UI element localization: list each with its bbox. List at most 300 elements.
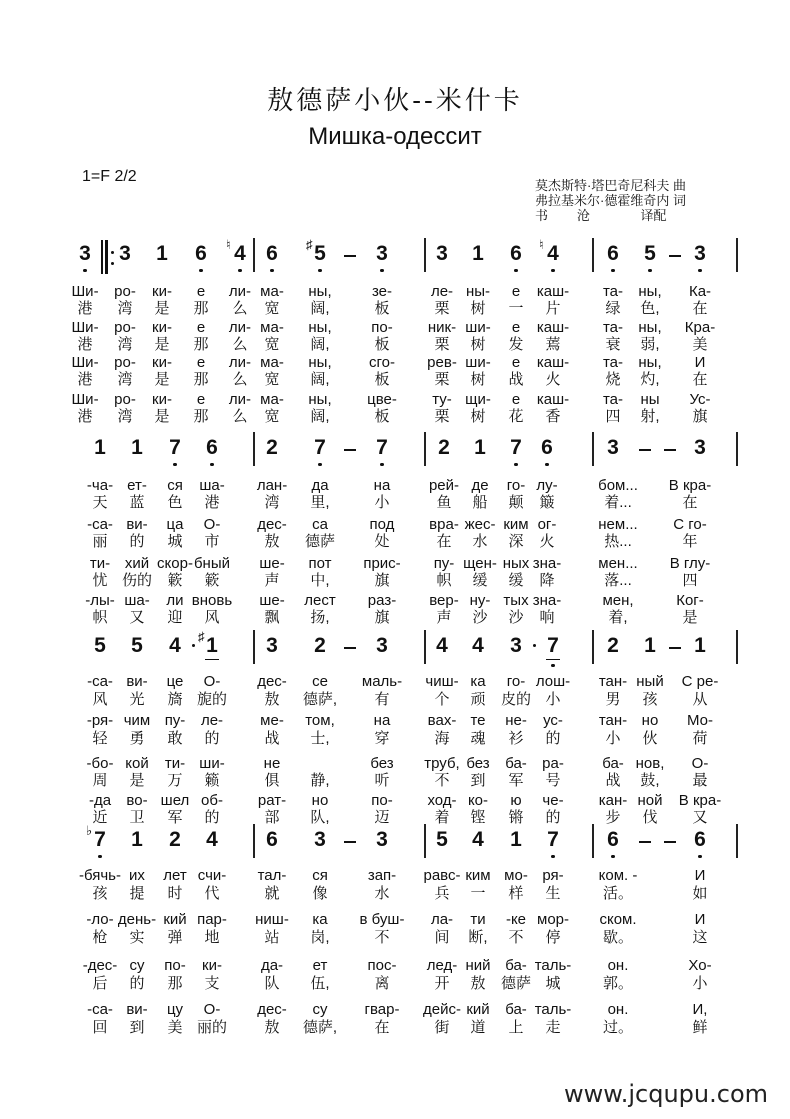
lyric-russian: мен, [602, 592, 634, 609]
lyric-chinese: 城 [545, 975, 561, 992]
barline [424, 238, 426, 272]
lyric-russian: но [311, 792, 329, 809]
lyric-russian: ус- [543, 712, 563, 729]
lyric-chinese: 就 [264, 885, 280, 902]
note-number: 2 [266, 436, 278, 459]
lyric-russian: не- [505, 712, 527, 729]
lyric-chinese: 簌 [204, 572, 220, 589]
lyric-russian: С ре- [681, 673, 719, 690]
lyric-russian: лан- [256, 477, 288, 494]
lyric-russian: че- [542, 792, 564, 809]
lyric-chinese: 港 [77, 300, 93, 317]
lyric-russian: ка [312, 911, 328, 928]
lyric-chinese: 样 [508, 885, 524, 902]
lyric-chinese: 湾 [117, 300, 133, 317]
lower-octave-dot [611, 269, 615, 273]
lyric-russian: та- [602, 283, 624, 300]
note [371, 634, 393, 658]
note-number: 6 [510, 242, 522, 265]
duration-dash [344, 841, 356, 843]
lyric-chinese: 港 [77, 408, 93, 425]
barline [736, 238, 738, 272]
lyric-russian: дейс- [423, 1001, 461, 1018]
duration-dash [664, 449, 676, 451]
lyric-chinese: 不 [508, 929, 524, 946]
lyric-chinese: 么 [232, 300, 248, 317]
note [74, 242, 96, 266]
lyric-russian: ки- [152, 283, 172, 300]
lyric-russian: са [312, 516, 328, 533]
lyric-chinese: 沙 [508, 609, 524, 626]
lower-octave-dot [514, 269, 518, 273]
note [431, 634, 453, 658]
note-number: 1 [510, 828, 522, 851]
lyric-chinese: 色, [640, 300, 660, 317]
lyric-russian: чим [123, 712, 151, 729]
lyric-russian: ю [510, 792, 522, 809]
lyric-chinese: 天 [92, 494, 108, 511]
note-number: 5 [644, 242, 656, 265]
lyric-russian: ла- [430, 911, 454, 928]
lyric-russian: ет- [127, 477, 147, 494]
note-number: 1 [644, 634, 656, 657]
note [505, 634, 527, 658]
lyric-chinese: 代 [204, 885, 220, 902]
lyric-russian: ма- [260, 283, 284, 300]
lyric-russian: Ког- [676, 592, 704, 609]
note [261, 436, 283, 460]
note-number: 3 [510, 634, 522, 657]
lyric-russian: кан- [598, 792, 628, 809]
lyric-chinese: 水 [374, 885, 390, 902]
lyric-chinese: 支 [204, 975, 220, 992]
lyric-chinese: 开 [434, 975, 450, 992]
lyric-chinese: 船 [472, 494, 488, 511]
lyric-russian: ше- [259, 592, 285, 609]
note-number: 6 [607, 242, 619, 265]
note-number: 2 [438, 436, 450, 459]
lyric-chinese: 最 [692, 772, 708, 789]
lyric-russian: е [196, 391, 206, 408]
lyric-russian: ны [640, 391, 660, 408]
lyric-chinese: 到 [470, 772, 486, 789]
lyric-russian: нем... [598, 516, 638, 533]
lyric-chinese: 湾 [117, 336, 133, 353]
lyric-chinese: 小 [374, 494, 390, 511]
note [639, 242, 661, 266]
note [689, 242, 711, 266]
lower-octave-dot [551, 269, 555, 273]
lyric-russian: го- [506, 477, 526, 494]
lyric-russian: ком. - [598, 867, 638, 884]
lyric-russian: дес- [257, 673, 287, 690]
lyric-chinese: 阔, [310, 371, 330, 388]
lyric-chinese: 活。 [602, 885, 633, 902]
lyric-chinese: 不 [374, 929, 390, 946]
lyric-russian: ны, [638, 354, 662, 371]
note-number: 3 [376, 634, 388, 657]
lyric-russian: ог- [537, 516, 557, 533]
lyric-russian: бный [193, 555, 231, 572]
lyric-russian: ны- [465, 283, 491, 300]
lyric-russian: О- [203, 673, 221, 690]
lyric-russian: С го- [673, 516, 707, 533]
note-number: 2 [607, 634, 619, 657]
note-number: 4 [234, 242, 246, 265]
lyric-chinese: 郭。 [602, 975, 633, 992]
lyric-chinese: 的 [545, 730, 561, 747]
lyric-russian: ка [470, 673, 486, 690]
note [689, 634, 711, 658]
lyric-russian: ша- [124, 592, 150, 609]
lyric-russian: е [196, 319, 206, 336]
barline [424, 824, 426, 858]
note-number: 5 [314, 242, 326, 265]
lyric-russian: -са- [87, 1001, 113, 1018]
lower-octave-dot [199, 269, 203, 273]
lyric-chinese: 海 [434, 730, 450, 747]
note-number: 6 [195, 242, 207, 265]
lower-octave-dot [698, 269, 702, 273]
lyric-chinese: 板 [374, 371, 390, 388]
lyric-chinese: 是 [154, 336, 170, 353]
lyric-chinese: 迈 [374, 809, 390, 826]
lyric-chinese: 间 [434, 929, 450, 946]
augmentation-dot [533, 644, 536, 647]
lyric-russian: -са- [87, 516, 113, 533]
lyric-russian: каш- [536, 283, 570, 300]
lyric-russian: на [373, 712, 391, 729]
lyric-russian: ма- [260, 391, 284, 408]
lower-octave-dot [698, 855, 702, 859]
lyric-russian: ца [166, 516, 184, 533]
note [126, 634, 148, 658]
lyric-russian: по- [371, 792, 393, 809]
lower-octave-dot [173, 463, 177, 467]
lyric-russian: Хо- [688, 957, 712, 974]
lyric-russian: О- [691, 755, 709, 772]
lower-octave-dot [551, 855, 555, 859]
lyric-chinese: 阔, [310, 300, 330, 317]
lyric-russian: ша- [199, 477, 225, 494]
barline [424, 432, 426, 466]
lyric-russian: щен- [463, 555, 497, 572]
lyric-chinese: 鼓, [640, 772, 660, 789]
lyric-chinese: 岗, [310, 929, 330, 946]
lower-octave-dot [380, 269, 384, 273]
lyric-chinese: 那 [193, 371, 209, 388]
lyric-chinese: 伙 [642, 730, 658, 747]
note [114, 242, 136, 266]
note [164, 634, 186, 658]
lyric-chinese: 色 [167, 494, 183, 511]
note [639, 634, 661, 658]
lyric-russian: ти- [89, 555, 111, 572]
lyric-chinese: 又 [129, 609, 145, 626]
lyric-chinese: 小 [545, 691, 561, 708]
lower-octave-dot [98, 855, 102, 859]
lyric-russian: ник- [427, 319, 457, 336]
lyric-chinese: 孩 [642, 691, 658, 708]
lyric-chinese: 在 [374, 1019, 390, 1036]
lyric-chinese: 这 [692, 929, 708, 946]
lyric-russian: ны, [638, 283, 662, 300]
note [505, 242, 527, 266]
lyric-russian: рат- [257, 792, 287, 809]
lyric-chinese: 回 [92, 1019, 108, 1036]
lyric-chinese: 是 [154, 371, 170, 388]
lyric-russian: е [511, 391, 521, 408]
lyric-russian: ход- [427, 792, 457, 809]
lyric-chinese: 过。 [602, 1019, 633, 1036]
note-number: 4 [436, 634, 448, 657]
lyric-chinese: 栗 [434, 336, 450, 353]
lyric-chinese: 宽 [264, 408, 280, 425]
note-number: 7 [94, 828, 106, 851]
note [89, 634, 111, 658]
lyric-russian: таль- [534, 1001, 572, 1018]
lyric-chinese: 又 [692, 809, 708, 826]
note [371, 828, 393, 852]
lyric-russian: цве- [367, 391, 397, 408]
lyric-russian: чиш- [425, 673, 459, 690]
lyric-russian: Ши- [71, 391, 99, 408]
lyric-russian: мор- [537, 911, 569, 928]
note-number: 3 [314, 828, 326, 851]
lyric-chinese: 道 [470, 1019, 486, 1036]
lyric-chinese: 蓝 [129, 494, 145, 511]
lyric-russian: да- [260, 957, 284, 974]
lyric-russian: те [470, 712, 486, 729]
lyric-chinese: 香 [545, 408, 561, 425]
note [431, 828, 453, 852]
lyric-chinese: 一 [470, 885, 486, 902]
lyric-chinese: 战 [508, 371, 524, 388]
lyric-chinese: 烧 [605, 371, 621, 388]
note [164, 828, 186, 852]
lyric-russian: кой [125, 755, 149, 772]
lyric-chinese: 小 [605, 730, 621, 747]
note [467, 634, 489, 658]
lyric-russian: маль- [361, 673, 403, 690]
lower-octave-dot [551, 664, 555, 668]
lyric-chinese: 发 [508, 336, 524, 353]
lyric-russian: зе- [371, 283, 393, 300]
barline [253, 630, 255, 664]
lyric-russian: -ло- [86, 911, 114, 928]
barline [592, 630, 594, 664]
lyric-russian: пу- [164, 712, 186, 729]
lyric-russian: день- [117, 911, 157, 928]
lyric-chinese: 中, [310, 572, 330, 589]
lyric-russian: ким [465, 867, 491, 884]
note [536, 436, 558, 460]
lyric-chinese: 着... [604, 494, 632, 511]
lyric-chinese: 敖 [264, 1019, 280, 1036]
augmentation-dot [192, 644, 195, 647]
lyric-russian: И [694, 354, 706, 371]
lyric-russian: пос- [367, 957, 397, 974]
lyric-russian: ле- [200, 712, 224, 729]
lyric-russian: Мо- [686, 712, 713, 729]
lyric-russian: дес- [257, 516, 287, 533]
note-number: 3 [266, 634, 278, 657]
lyric-russian: без [466, 755, 490, 772]
lyric-chinese: 簸 [539, 494, 555, 511]
composer-credit: 莫杰斯特·塔巴奇尼科夫 曲 [535, 178, 686, 193]
natural-icon: ♮ [226, 237, 231, 252]
lyric-chinese: 着 [434, 809, 450, 826]
flat-icon: ♭ [86, 823, 93, 838]
note [542, 828, 564, 852]
lower-octave-dot [611, 855, 615, 859]
lyric-russian: ных [502, 555, 530, 572]
lyric-russian: е [511, 283, 521, 300]
lyric-chinese: 港 [204, 494, 220, 511]
lyric-russian: го- [506, 673, 526, 690]
lyric-russian: ви- [126, 673, 148, 690]
lyric-russian: та- [602, 354, 624, 371]
lyric-chinese: 是 [682, 609, 698, 626]
lyric-chinese: 敖 [264, 533, 280, 550]
lyric-russian: пар- [197, 911, 227, 928]
lyric-russian: ный [636, 673, 664, 690]
lyric-russian: каш- [536, 319, 570, 336]
lyric-russian: Ши- [71, 283, 99, 300]
note-number: 7 [547, 828, 559, 851]
lyric-chinese: 从 [692, 691, 708, 708]
lyric-russian: рев- [427, 354, 457, 371]
watermark: www.jcqupu.com [564, 1080, 768, 1108]
note-number: 1 [156, 242, 168, 265]
lyric-chinese: 到 [129, 1019, 145, 1036]
lyric-chinese: 的 [204, 730, 220, 747]
lyric-chinese: 湾 [117, 371, 133, 388]
duration-dash [344, 255, 356, 257]
barline [736, 824, 738, 858]
note-number: 5 [131, 634, 143, 657]
lyric-chinese: 么 [232, 408, 248, 425]
lyric-russian: мен... [598, 555, 638, 572]
lyric-russian: Ши- [71, 319, 99, 336]
barline [253, 824, 255, 858]
lyric-russian: кий [163, 911, 187, 928]
note [602, 828, 624, 852]
note-number: 1 [474, 436, 486, 459]
lyric-chinese: 城 [167, 533, 183, 550]
repeat-dot [111, 262, 114, 265]
lyric-russian: та- [602, 391, 624, 408]
lyric-chinese: 轻 [92, 730, 108, 747]
duration-dash [344, 647, 356, 649]
note-number: 6 [694, 828, 706, 851]
lyric-russian: ро- [114, 354, 136, 371]
lyric-russian: зап- [367, 867, 397, 884]
lyric-chinese: 穿 [374, 730, 390, 747]
lyric-chinese: 伤的 [121, 572, 152, 589]
lyric-chinese: 么 [232, 336, 248, 353]
note-number: 2 [169, 828, 181, 851]
lyric-chinese: 敖 [264, 691, 280, 708]
duration-dash [639, 449, 651, 451]
lyric-chinese: 四 [605, 408, 621, 425]
lyric-russian: под [369, 516, 395, 533]
lyric-russian: ки- [152, 319, 172, 336]
lyric-russian: ны, [308, 354, 332, 371]
lyric-russian: ниш- [255, 911, 289, 928]
lyric-russian: мо- [504, 867, 528, 884]
lyric-chinese: 落... [604, 572, 632, 589]
lyric-russian: де [471, 477, 489, 494]
lyric-chinese: 热... [604, 533, 632, 550]
lyric-russian: равс- [423, 867, 461, 884]
lower-octave-dot [545, 463, 549, 467]
lyric-russian: ме- [260, 712, 284, 729]
lyric-russian: ви- [126, 516, 148, 533]
lyric-chinese: 静, [310, 772, 330, 789]
lyric-chinese: 港 [77, 371, 93, 388]
note [309, 828, 331, 852]
note [371, 436, 393, 460]
lyric-russian: -бячь- [78, 867, 121, 884]
lyric-russian: ны, [308, 391, 332, 408]
barline [736, 630, 738, 664]
lyric-chinese: 皮的 [500, 691, 531, 708]
lyric-russian: ки- [152, 391, 172, 408]
barline [253, 238, 255, 272]
note-number: 7 [169, 436, 181, 459]
lyric-russian: И, [692, 1001, 708, 1018]
natural-icon: ♮ [539, 237, 544, 252]
lyric-chinese: 绿 [605, 300, 621, 317]
lyric-russian: е [196, 354, 206, 371]
lyric-russian: цу [166, 1001, 184, 1018]
note [309, 436, 331, 460]
lyric-russian: дес- [257, 1001, 287, 1018]
lyric-chinese: 士, [310, 730, 330, 747]
lyric-russian: е [511, 319, 521, 336]
lyric-russian: -лы- [85, 592, 115, 609]
lyric-russian: счи- [197, 867, 227, 884]
lyric-chinese: 声 [436, 609, 452, 626]
key-time-signature: 1=F 2/2 [82, 168, 137, 185]
lyric-chinese: 声 [264, 572, 280, 589]
lyric-russian: ся [167, 477, 183, 494]
lyric-russian: ро- [114, 391, 136, 408]
lyric-russian: щи- [465, 391, 491, 408]
note [89, 436, 111, 460]
lyric-chinese: 阔, [310, 336, 330, 353]
lyric-chinese: 旗 [692, 408, 708, 425]
note-number: 3 [607, 436, 619, 459]
lyric-russian: Ши- [71, 354, 99, 371]
barline [736, 432, 738, 466]
lyric-russian: ба- [602, 755, 624, 772]
note [126, 828, 148, 852]
note [86, 823, 111, 852]
lyric-chinese: 荷 [692, 730, 708, 747]
lyric-russian: Ус- [689, 391, 711, 408]
note-number: 4 [547, 242, 559, 265]
lyric-chinese: 是 [154, 300, 170, 317]
note [309, 634, 331, 658]
note-number: 3 [119, 242, 131, 265]
duration-dash [669, 255, 681, 257]
lyric-russian: тал- [257, 867, 287, 884]
lyric-chinese: 号 [545, 772, 561, 789]
lyric-chinese: 敖 [470, 975, 486, 992]
lyric-russian: вновь [191, 592, 233, 609]
